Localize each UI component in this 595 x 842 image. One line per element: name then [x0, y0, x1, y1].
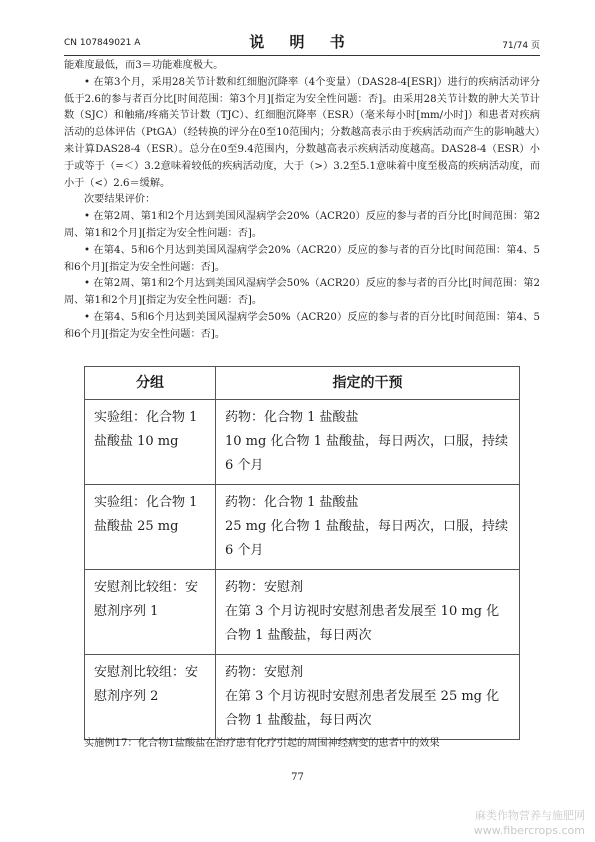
watermark	[474, 808, 585, 838]
column-header-intervention: 指定的干预	[216, 367, 520, 400]
page-number: 77	[291, 772, 304, 783]
intervention-cell	[216, 655, 520, 740]
detail-text: 25 mg 化合物 1 盐酸盐，每日两次，口服，持续 6 个月	[225, 519, 508, 558]
table-header-row	[85, 367, 520, 400]
table-row	[85, 655, 520, 740]
drug-text: 药物：安慰剂	[225, 665, 304, 680]
bullet-item: • 在第4、5和6个月达到美国风湿病学会20%（ACR20）反应的参与者的百分比[时间范围：第4、5和6个月][指定为安全性问题：否]。	[64, 244, 540, 273]
table-row	[85, 570, 520, 655]
table-row	[85, 400, 520, 485]
group-cell: 实验组：化合物 1 盐酸盐 25 mg	[85, 485, 216, 570]
table-row	[85, 485, 520, 570]
intervention-cell	[216, 485, 520, 570]
drug-text: 药物：化合物 1 盐酸盐	[225, 410, 359, 425]
paragraph: 能难度最低，而3＝功能难度极大。	[64, 60, 224, 71]
detail-text: 在第 3 个月访视时安慰剂患者发展至 25 mg 化合物 1 盐酸盐，每日两次	[225, 689, 500, 728]
group-cell: 安慰剂比较组：安慰剂序列 2	[85, 655, 216, 740]
bullet-item: • 在第4、5和6个月达到美国风湿病学会50%（ACR20）反应的参与者的百分比[时间范围：第4、5和6个月][指定为安全性问题：否]。	[64, 311, 540, 340]
bullet-item: • 在第2周、第1和2个月达到美国风湿病学会20%（ACR20）反应的参与者的百分比[时间范围：第2周、第1和2个月][指定为安全性问题：否]。	[64, 211, 540, 239]
header-rule	[64, 55, 540, 56]
body-text	[64, 58, 540, 344]
group-cell: 实验组：化合物 1 盐酸盐 10 mg	[85, 400, 216, 485]
section-heading: 次要结果评价：	[84, 194, 156, 206]
drug-text: 药物：化合物 1 盐酸盐	[225, 495, 359, 510]
watermark-line: 麻类作物营养与施肥网	[475, 809, 585, 822]
detail-text: 在第 3 个月访视时安慰剂患者发展至 10 mg 化合物 1 盐酸盐，每日两次	[225, 604, 500, 643]
intervention-cell	[216, 400, 520, 485]
page-info: 71/74 页	[502, 41, 540, 51]
paragraph: • 在第3个月，采用28关节计数和红细胞沉降率（4个变量）（DAS28-4[ESR]）进行的疾病活动评分低于2.6的参与者百分比[时间范围：第3个月][指定为安全性问题：否]。由采用28关节计数的肿大关节计数（SJC）和触痛/疼痛关节计数（TJC）、红细胞沉降率（ESR）（毫米每小时[mm/小时]）和患者对疾病活动的总体评估（PtGA）（经转换的评分在0至10范围内；分数越高表示由于疾病活动而产生的影响越大）来计算DAS28-4（ESR）。总分在0至9.4范围内，分数越高表示疾病活动度越高。DAS28-4（ESR）小于或等于（=＜）3.2意味着较低的疾病活动度，大于（>）3.2至5.1意味着中度至极高的疾病活动度，而小于（<）2.6＝缓解。	[64, 76, 540, 189]
page-header	[64, 28, 540, 54]
watermark-url: www.fibercrops.com	[473, 824, 585, 837]
example-heading: 实施例17：化合物1盐酸盐在治疗患有化疗引起的周围神经病变的患者中的效果	[84, 738, 440, 749]
intervention-table	[84, 366, 520, 740]
group-cell: 安慰剂比较组：安慰剂序列 1	[85, 570, 216, 655]
detail-text: 10 mg 化合物 1 盐酸盐，每日两次，口服，持续 6 个月	[225, 434, 508, 473]
drug-text: 药物：安慰剂	[225, 580, 304, 595]
column-header-group: 分组	[85, 367, 216, 400]
bullet-item: • 在第2周、第1和2个月达到美国风湿病学会50%（ACR20）反应的参与者的百分比[时间范围：第2周、第1和2个月][指定为安全性问题：否]。	[64, 278, 540, 307]
doc-title: 说 明 书	[249, 33, 355, 51]
doc-number: CN 107849021 A	[64, 38, 141, 48]
intervention-cell	[216, 570, 520, 655]
